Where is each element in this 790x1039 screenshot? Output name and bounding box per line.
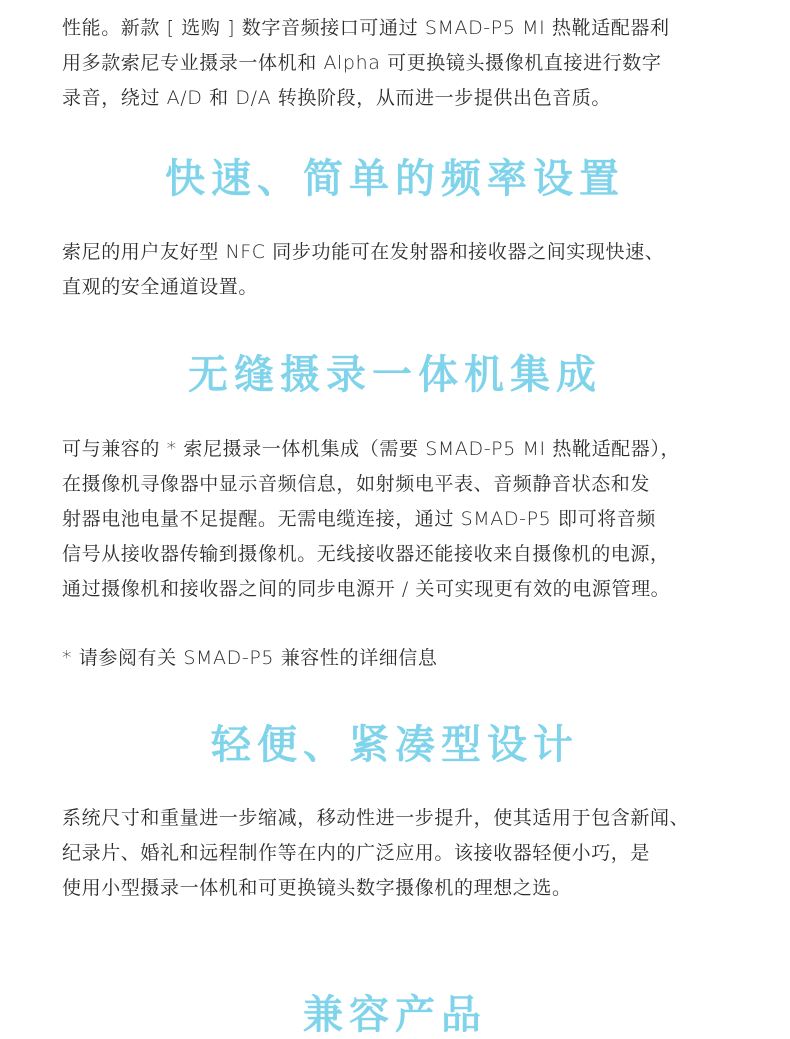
section-heading-camcorder-integration: 无缝摄录一体机集成 [188, 352, 602, 398]
footnote-line: * 请参阅有关 SMAD-P5 兼容性的详细信息 [62, 647, 438, 669]
integration-line-1: 可与兼容的 * 索尼摄录一体机集成（需要 SMAD-P5 MI 热靴适配器）， [62, 438, 681, 460]
integration-line-3: 射器电池电量不足提醒。无需电缆连接，通过 SMAD-P5 即可将音频 [62, 508, 656, 530]
compact-design-paragraph [62, 801, 760, 906]
intro-line-1: 性能。新款 [ 选购 ] 数字音频接口可通过 SMAD-P5 MI 热靴适配器利 [62, 17, 670, 39]
integration-line-5: 通过摄像机和接收器之间的同步电源开 / 关可实现更有效的电源管理。 [62, 578, 671, 600]
intro-line-2: 用多款索尼专业摄录一体机和 Alpha 可更换镜头摄像机直接进行数字 [62, 52, 662, 74]
section-heading-compatible-products: 兼容产品 [303, 992, 487, 1038]
compatibility-footnote [62, 641, 760, 676]
frequency-setup-paragraph [62, 235, 760, 305]
design-line-3: 使用小型摄录一体机和可更换镜头数字摄像机的理想之选。 [62, 877, 572, 899]
frequency-line-2: 直观的安全通道设置。 [62, 276, 259, 298]
camcorder-integration-paragraph [62, 432, 760, 607]
design-line-1: 系统尺寸和重量进一步缩减，移动性进一步提升，使其适用于包含新闻、 [62, 807, 690, 829]
integration-line-4: 信号从接收器传输到摄像机。无线接收器还能接收来自摄像机的电源， [62, 543, 670, 565]
frequency-line-1: 索尼的用户友好型 NFC 同步功能可在发射器和接收器之间实现快速、 [62, 241, 665, 263]
section-heading-compact-design: 轻便、紧凑型设计 [211, 722, 579, 768]
integration-line-2: 在摄像机寻像器中显示音频信息，如射频电平表、音频静音状态和发 [62, 473, 651, 495]
design-line-2: 纪录片、婚礼和远程制作等在内的广泛应用。该接收器轻便小巧，是 [62, 842, 651, 864]
section-heading-frequency-setup: 快速、简单的频率设置 [165, 156, 625, 202]
intro-line-3: 录音，绕过 A/D 和 D/A 转换阶段，从而进一步提供出色音质。 [62, 87, 612, 109]
intro-paragraph [62, 11, 760, 116]
